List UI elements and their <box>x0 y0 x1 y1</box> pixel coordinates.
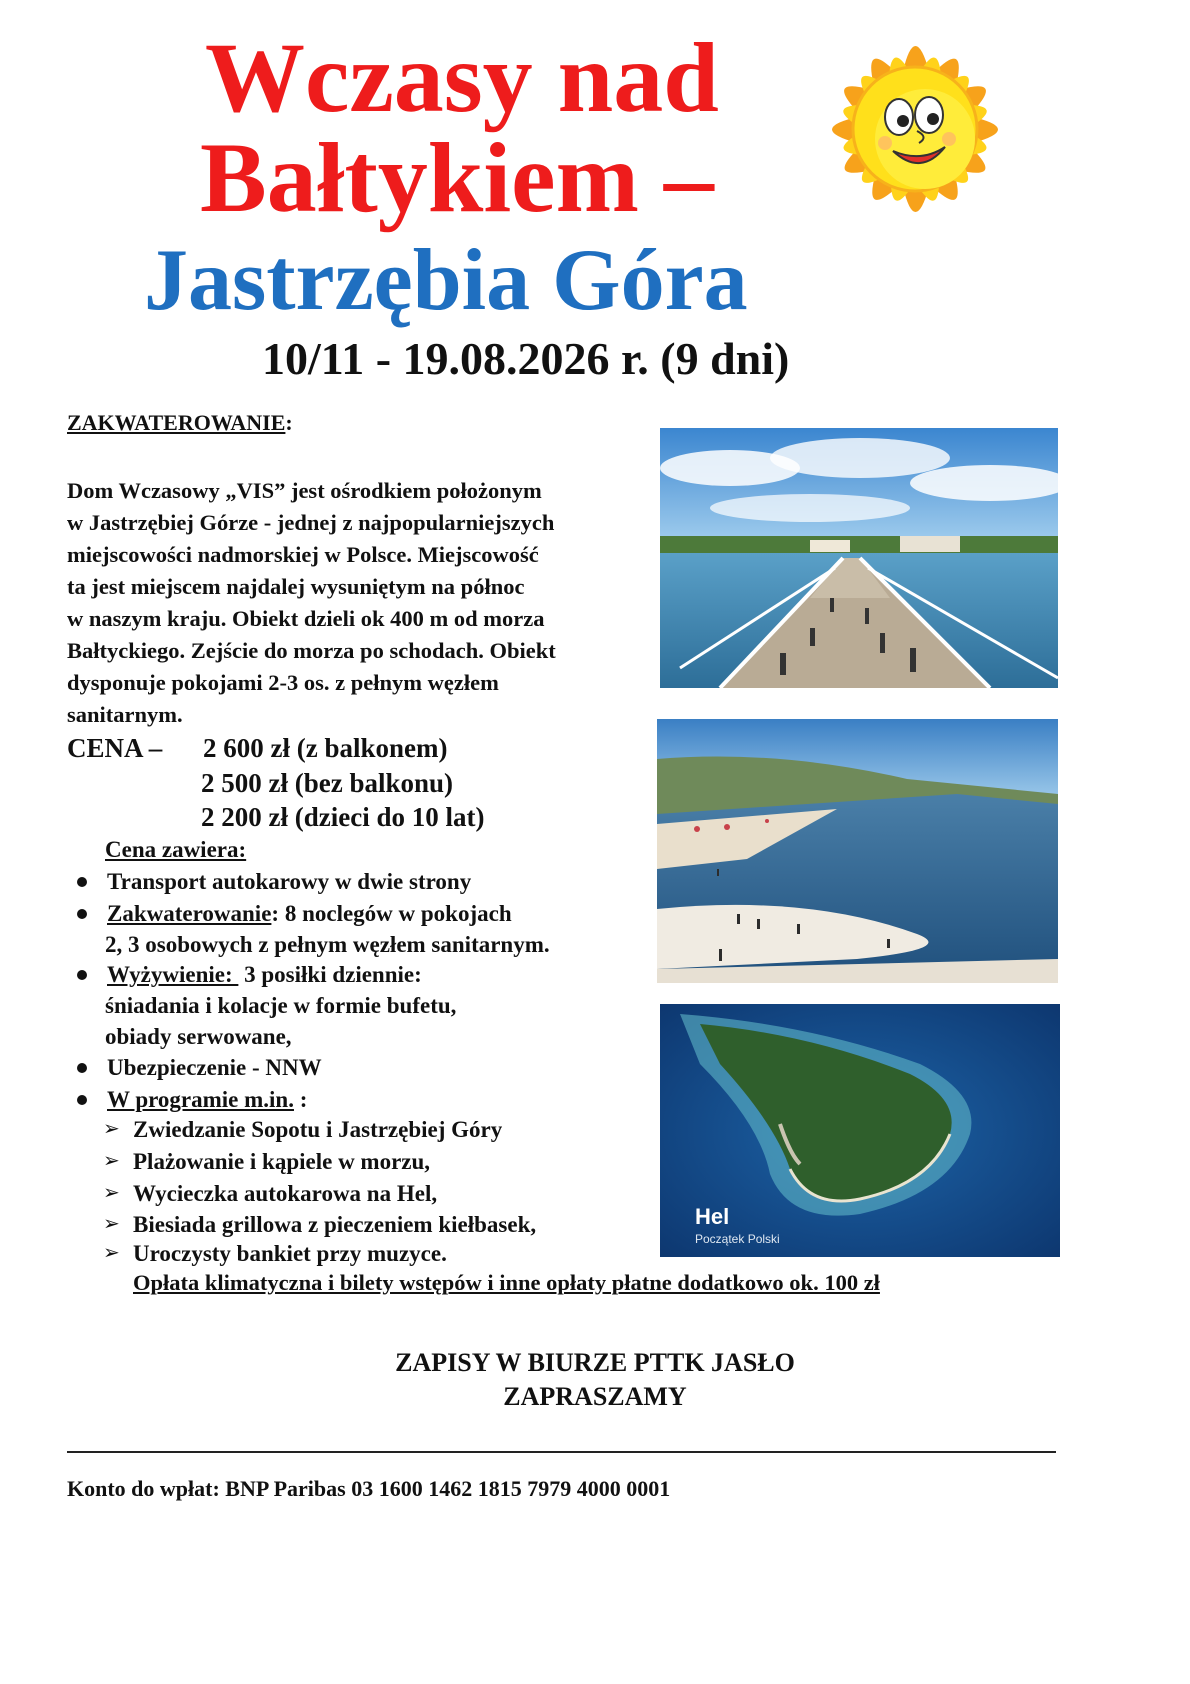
arrow-icon: ➢ <box>103 1148 120 1172</box>
pier-photo <box>660 428 1058 688</box>
invitation: ZAPRASZAMY <box>503 1382 687 1411</box>
beach-photo <box>657 719 1058 983</box>
bank-account: Konto do wpłat: BNP Paribas 03 1600 1462 1815 7979 4000 0001 <box>67 1476 671 1501</box>
bullet-icon <box>77 909 87 919</box>
board-label: Wyżywienie: <box>107 962 239 987</box>
price-label: CENA – <box>67 733 163 763</box>
extra-fees-note: Opłata klimatyczna i bilety wstępów i inne opłaty płatne dodatkowo ok. 100 zł <box>133 1270 880 1295</box>
title-line-3: Jastrzębia Góra <box>144 232 748 329</box>
accommodation-line: miejscowości nadmorskiej w Polsce. Miejscowość <box>67 542 539 567</box>
accommodation-heading-text: ZAKWATEROWANIE <box>67 410 286 435</box>
arrow-icon: ➢ <box>103 1180 120 1204</box>
footer-divider <box>67 1451 1056 1453</box>
include-board-line2: śniadania i kolacje w formie bufetu, <box>105 993 457 1018</box>
hel-photo-subtitle: Początek Polski <box>695 1232 780 1246</box>
accommodation-description <box>67 475 647 731</box>
program-colon: : <box>293 1087 308 1112</box>
include-transport: Transport autokarowy w dwie strony <box>107 869 472 894</box>
price-without-balcony: 2 500 zł (bez balkonu) <box>201 768 454 798</box>
accommodation-line: dysponuje pokojami 2-3 os. z pełnym węzłem <box>67 670 499 695</box>
program-item: Wycieczka autokarowa na Hel, <box>133 1181 438 1206</box>
bullet-icon <box>77 877 87 887</box>
accommodation-line: Bałtyckiego. Zejście do morza po schodach. Obiekt <box>67 638 556 663</box>
program-item: Plażowanie i kąpiele w morzu, <box>133 1149 431 1174</box>
accommodation-heading <box>67 410 293 436</box>
accommodation-line: Dom Wczasowy „VIS” jest ośrodkiem położonym <box>67 478 542 503</box>
title-line-1: Wczasy nad <box>205 22 719 133</box>
lodging-detail: : 8 noclegów w pokojach <box>271 901 512 926</box>
program-item: Zwiedzanie Sopotu i Jastrzębiej Góry <box>133 1117 503 1142</box>
accommodation-line: w Jastrzębiej Górze - jednej z najpopularniejszych <box>67 510 555 535</box>
include-board <box>107 958 422 991</box>
accommodation-line: w naszym kraju. Obiekt dzieli ok 400 m od morza <box>67 606 545 631</box>
include-insurance: Ubezpieczenie - NNW <box>107 1055 322 1080</box>
bullet-icon <box>77 1095 87 1105</box>
title-line-2: Bałtykiem – <box>200 122 714 233</box>
includes-heading: Cena zawiera: <box>105 837 247 862</box>
accommodation-line: sanitarnym. <box>67 702 183 727</box>
price-with-balcony: 2 600 zł (z balkonem) <box>203 733 448 763</box>
hel-peninsula-photo <box>660 1004 1060 1257</box>
include-program <box>107 1083 307 1116</box>
arrow-icon: ➢ <box>103 1116 120 1140</box>
arrow-icon: ➢ <box>103 1211 120 1235</box>
program-label: W programie m.in. <box>107 1087 294 1112</box>
lodging-label: Zakwaterowanie <box>107 901 272 926</box>
program-item: Biesiada grillowa z pieczeniem kiełbasek, <box>133 1212 537 1237</box>
price-children: 2 200 zł (dzieci do 10 lat) <box>201 802 485 832</box>
board-detail: 3 posiłki dziennie: <box>238 962 422 987</box>
bullet-icon <box>77 1063 87 1073</box>
include-lodging <box>107 897 512 930</box>
program-item: Uroczysty bankiet przy muzyce. <box>133 1241 447 1266</box>
sun-icon <box>800 24 1030 234</box>
hel-photo-title: Hel <box>695 1204 730 1229</box>
signup-info: ZAPISY W BIURZE PTTK JASŁO <box>395 1348 795 1377</box>
include-board-line3: obiady serwowane, <box>105 1024 292 1049</box>
bullet-icon <box>77 970 87 980</box>
accommodation-line: ta jest miejscem najdalej wysuniętym na północ <box>67 574 525 599</box>
include-lodging-cont: 2, 3 osobowych z pełnym węzłem sanitarnym. <box>105 932 550 957</box>
accommodation-heading-colon: : <box>285 410 293 435</box>
arrow-icon: ➢ <box>103 1240 120 1264</box>
trip-dates: 10/11 - 19.08.2026 r. (9 dni) <box>262 333 790 384</box>
